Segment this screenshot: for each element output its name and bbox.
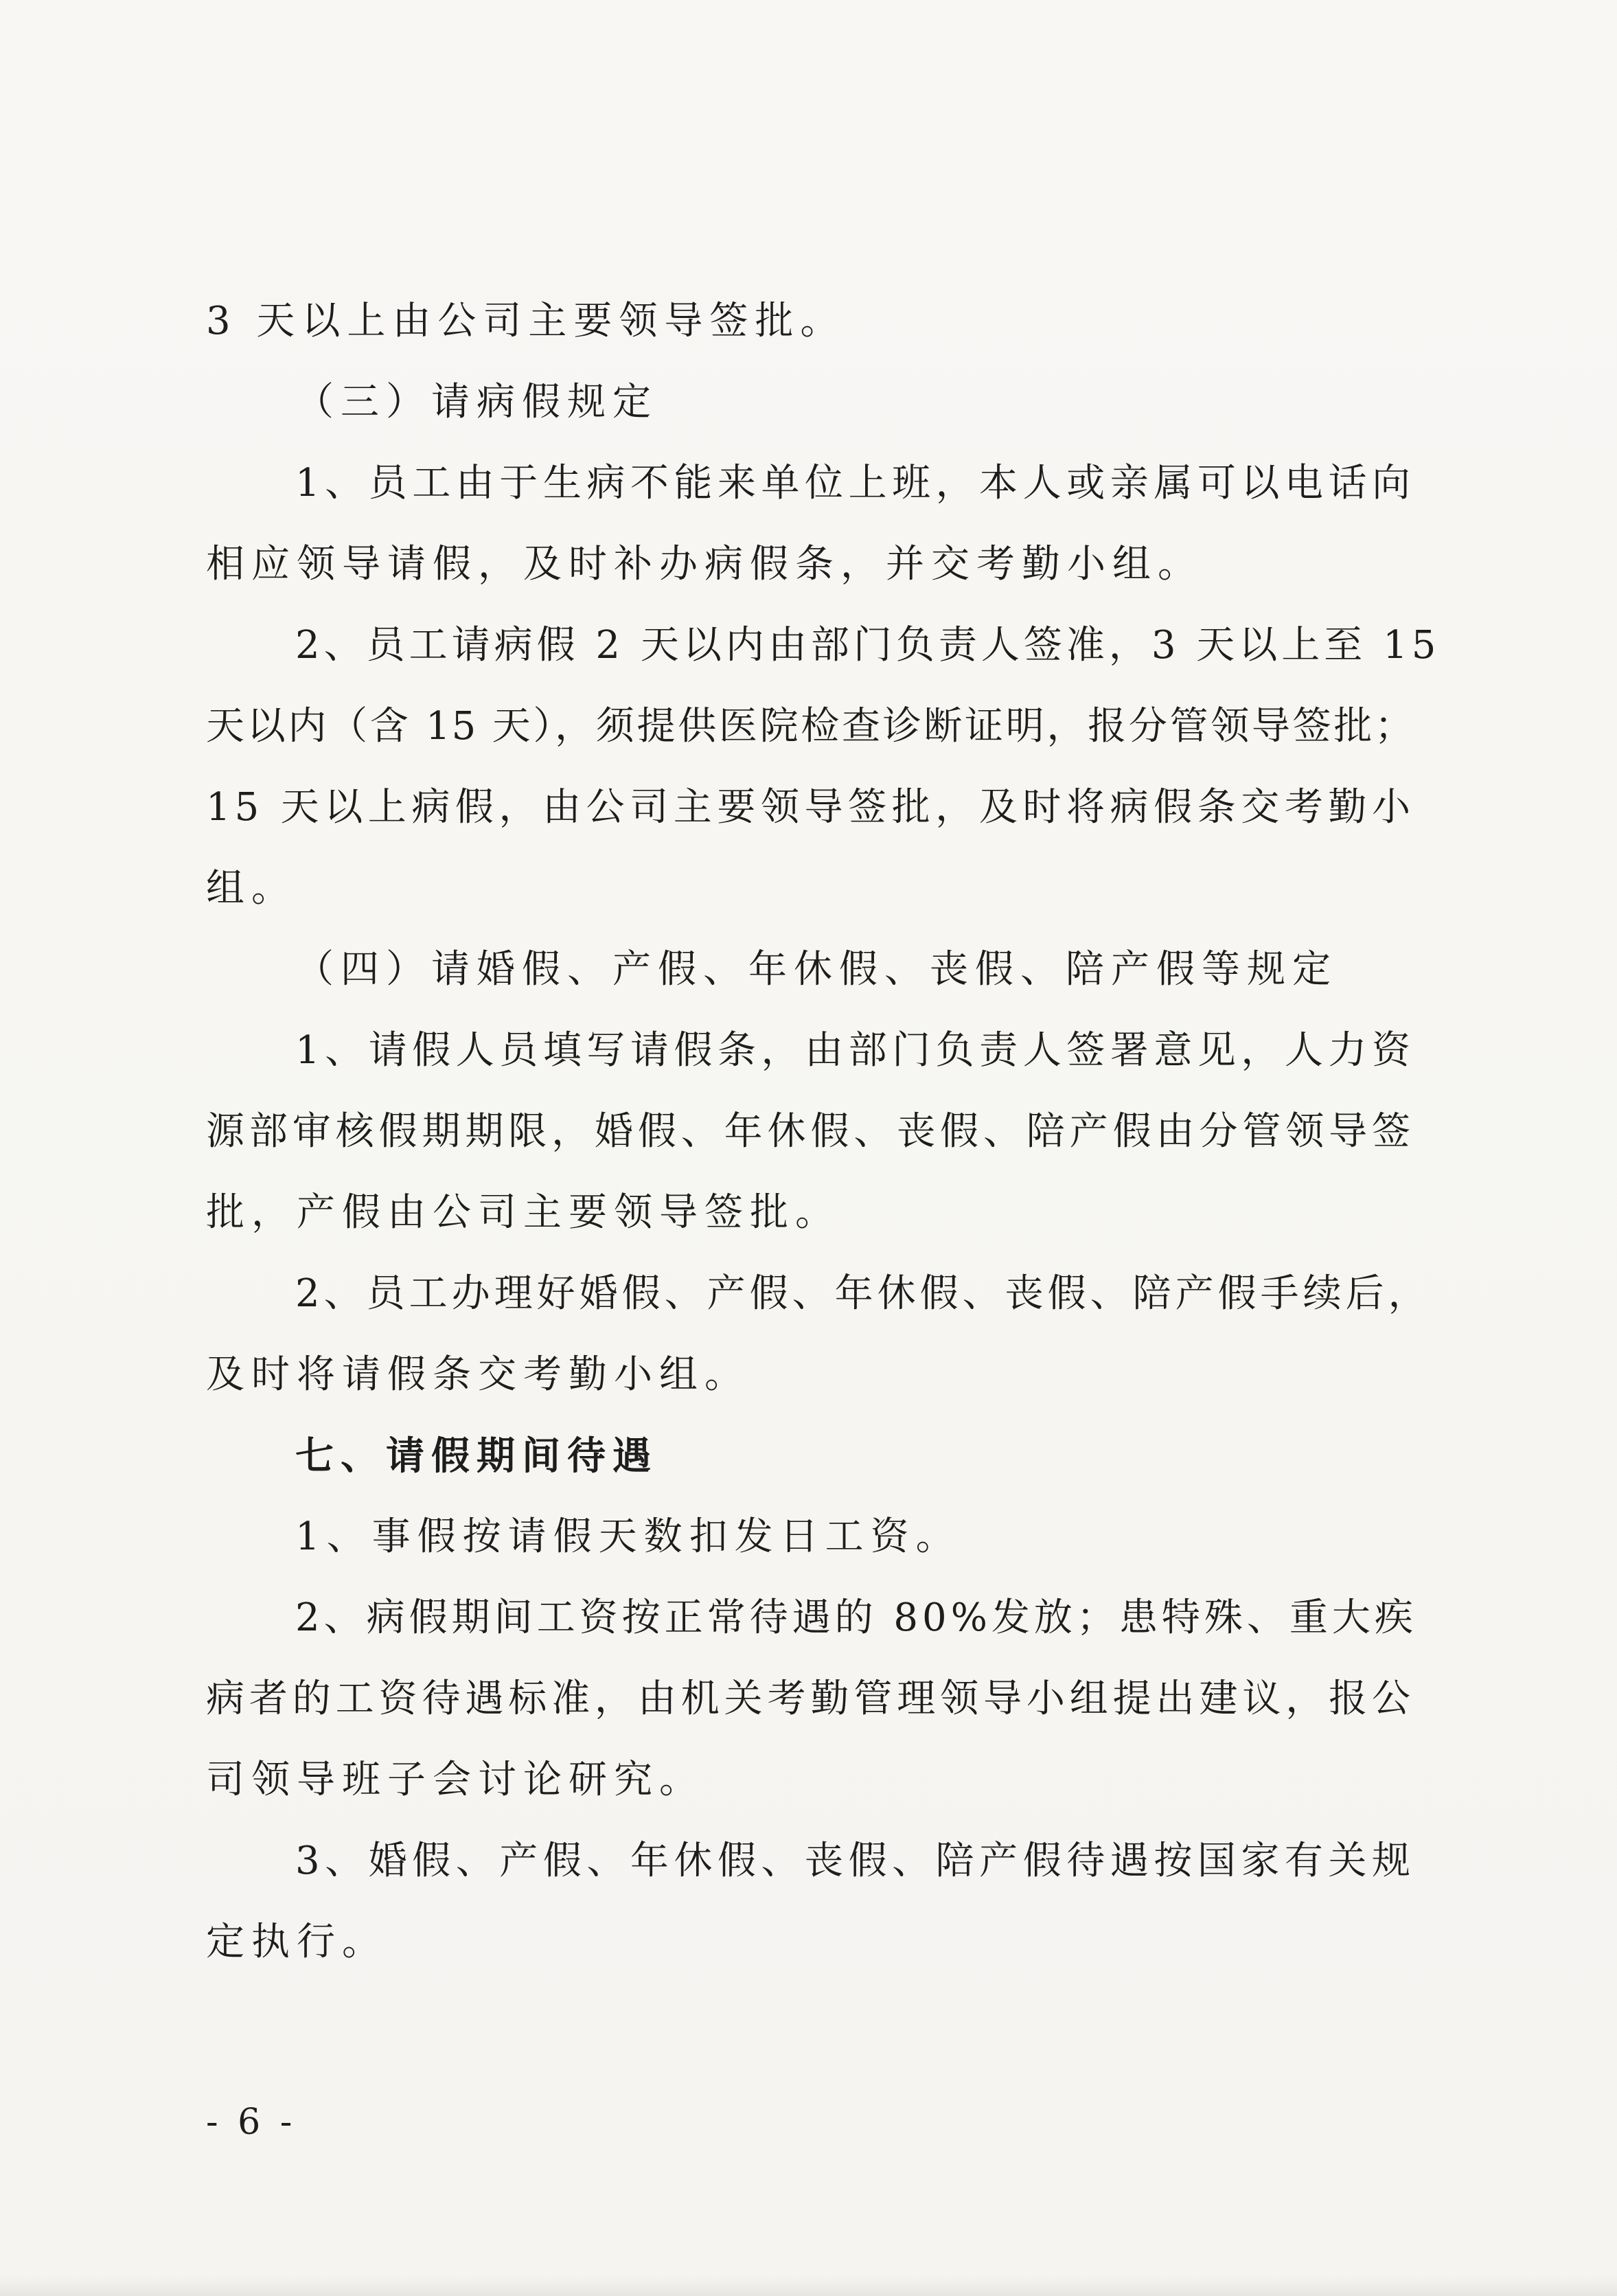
text-line: 2、病假期间工资按正常待遇的 80%发放；患特殊、重大疾	[295, 1595, 1417, 1640]
text-line: 定执行。	[206, 1920, 387, 1964]
text-line: 相应领导请假，及时补办病假条，并交考勤小组。	[206, 542, 1203, 587]
text-line: 1、员工由于生病不能来单位上班，本人或亲属可以电话向	[295, 461, 1414, 505]
text-line: 组。	[206, 866, 297, 911]
section-heading: （四）请婚假、产假、年休假、丧假、陪产假等规定	[295, 947, 1338, 992]
text-line: 天以内（含 15 天），须提供医院检查诊断证明，报分管领导签批；	[206, 704, 1414, 749]
page-number: - 6 -	[206, 2102, 297, 2143]
text-line: 1、请假人员填写请假条，由部门负责人签署意见，人力资	[295, 1028, 1414, 1073]
text-line: 司领导班子会讨论研究。	[206, 1758, 704, 1802]
chapter-heading: 七、请假期间待遇	[295, 1433, 658, 1479]
section-heading: （三）请病假规定	[295, 380, 658, 424]
text-line: 15 天以上病假，由公司主要领导签批，及时将病假条交考勤小	[206, 785, 1414, 830]
text-line: 源部审核假期期限，婚假、年休假、丧假、陪产假由分管领导签	[206, 1109, 1414, 1154]
text-line: 及时将请假条交考勤小组。	[206, 1352, 750, 1397]
text-line: 3 天以上由公司主要领导签批。	[206, 299, 846, 343]
text-line: 2、员工请病假 2 天以内由部门负责人签准，3 天以上至 15	[295, 623, 1441, 668]
text-line: 批，产假由公司主要领导签批。	[206, 1190, 840, 1235]
text-line: 病者的工资待遇标准，由机关考勤管理领导小组提出建议，报公	[206, 1676, 1414, 1721]
text-line: 2、员工办理好婚假、产假、年休假、丧假、陪产假手续后，	[295, 1271, 1431, 1316]
page-bottom-edge	[0, 2275, 1617, 2296]
text-line: 3、婚假、产假、年休假、丧假、陪产假待遇按国家有关规	[295, 1839, 1414, 1883]
text-line: 1、事假按请假天数扣发日工资。	[295, 1514, 961, 1559]
